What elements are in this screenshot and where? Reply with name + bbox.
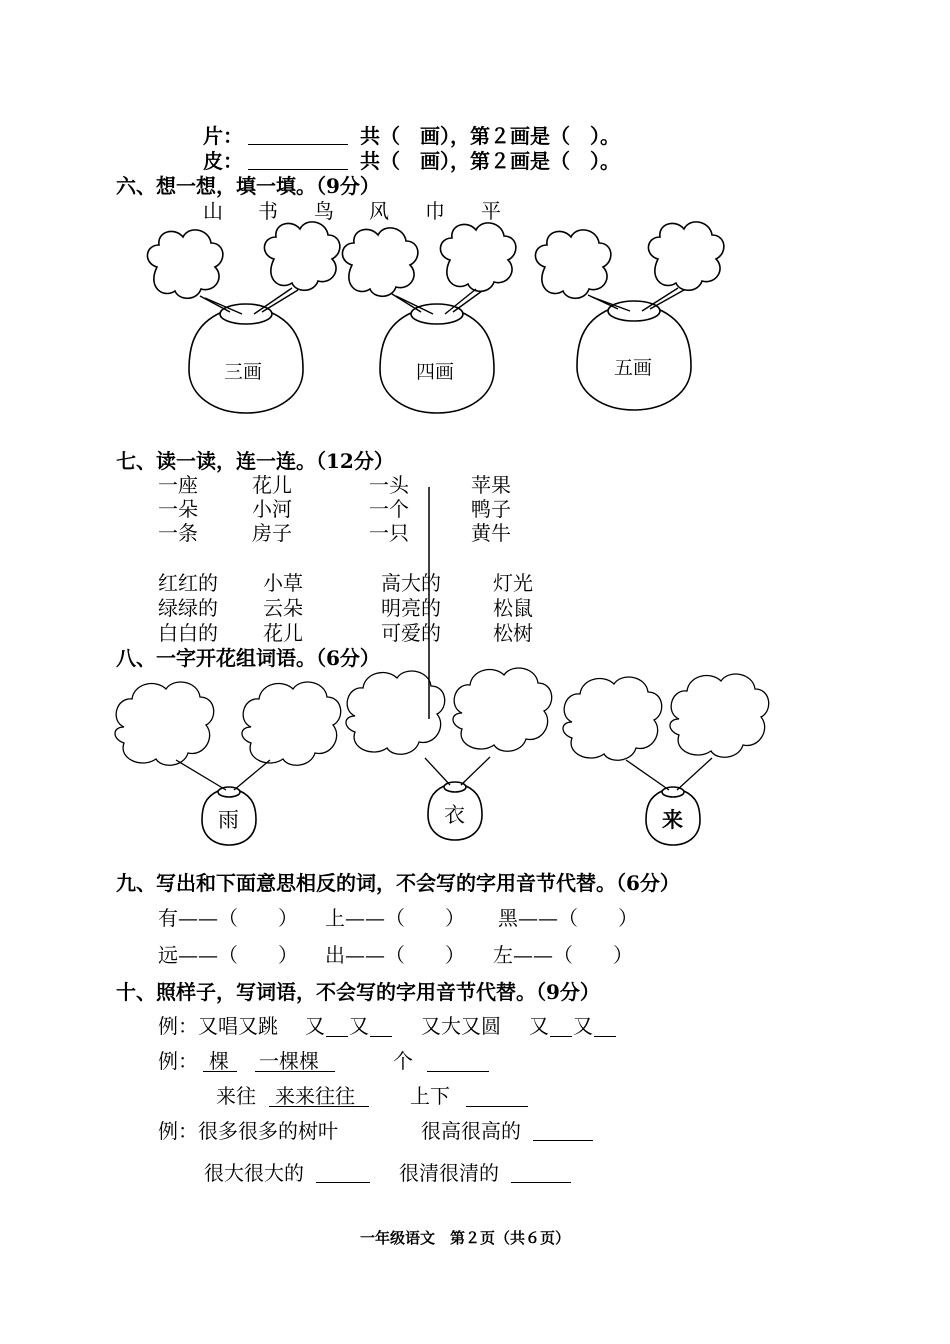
s7-word: 苹果 (471, 473, 511, 497)
s8-jar-char: 来 (662, 808, 683, 832)
example-underline (269, 1106, 369, 1107)
s9-item: 出——（ ） (325, 943, 465, 967)
section-7-title: 七、读一读，连一连。（12分） (116, 449, 394, 473)
s9-item: 有——（ ） (158, 906, 298, 930)
answer-blank[interactable] (511, 1182, 571, 1183)
answer-blank[interactable] (594, 1036, 616, 1037)
s10-char: 又 (305, 1014, 325, 1038)
s7-word: 小草 (263, 571, 303, 595)
s10-char: 又 (573, 1014, 593, 1038)
s9-item: 远——（ ） (158, 943, 298, 967)
s10-question: 很清很清的 (399, 1161, 499, 1185)
s7-word: 一朵 (158, 497, 198, 521)
example-underline (203, 1071, 237, 1072)
answer-blank[interactable] (427, 1071, 489, 1072)
s9-item: 上——（ ） (325, 906, 465, 930)
section-6-title: 六、想一想，填一填。（9分） (116, 174, 380, 198)
s9-item: 黑——（ ） (498, 906, 638, 930)
s7-word: 一只 (369, 521, 409, 545)
answer-blank[interactable] (248, 169, 348, 170)
s6-jar-label: 三画 (224, 361, 263, 383)
s6-char: 平 (481, 199, 501, 223)
answer-blank[interactable] (370, 1036, 392, 1037)
s10-question: 很高很高的 (421, 1119, 521, 1143)
section-9-title: 九、写出和下面意思相反的词，不会写的字用音节代替。（6分） (116, 871, 680, 895)
s9-item: 左——（ ） (493, 943, 633, 967)
s10-char: 又 (349, 1014, 369, 1038)
s10-question: 个 (393, 1049, 413, 1073)
section-8-title: 八、一字开花组词语。（6分） (116, 646, 380, 670)
s7-word: 高大的 (381, 571, 441, 595)
s7-word: 黄牛 (471, 521, 511, 545)
s10-example-word: 棵 (209, 1049, 229, 1073)
page-footer: 一年级语文 第２页（共６页） (360, 1229, 571, 1247)
s8-cloud (670, 674, 769, 757)
s10-char: 又 (529, 1014, 549, 1038)
s7-word: 鸭子 (471, 497, 511, 521)
s10-example: 例：又唱又跳 (158, 1014, 278, 1038)
s6-cloud (147, 230, 222, 298)
s6-char: 鸟 (314, 199, 334, 223)
s6-char: 风 (369, 199, 389, 223)
answer-blank[interactable] (248, 144, 348, 145)
s8-jar-char: 雨 (218, 808, 239, 832)
s10-example: 例： (158, 1049, 198, 1073)
s8-cloud (115, 682, 214, 765)
s7-word: 可爱的 (381, 621, 441, 645)
example-underline (255, 1071, 335, 1072)
s7-word: 松鼠 (493, 596, 533, 620)
s6-char: 巾 (425, 199, 445, 223)
s6-char: 书 (258, 199, 278, 223)
s7-word: 一个 (369, 497, 409, 521)
s6-cloud (648, 222, 723, 290)
answer-blank[interactable] (466, 1106, 528, 1107)
s7-word: 小河 (252, 497, 292, 521)
s10-example-answer: 来来往往 (275, 1084, 355, 1108)
s7-word: 房子 (252, 521, 292, 545)
s6-jar-label: 五画 (614, 357, 653, 379)
stroke-line-char: 片： (203, 124, 243, 148)
s7-word: 花儿 (263, 621, 303, 645)
s10-question: 很大很大的 (204, 1161, 304, 1185)
s6-jar-label: 四画 (416, 361, 455, 383)
stroke-line-char: 皮： (203, 149, 243, 173)
answer-blank[interactable] (326, 1036, 348, 1037)
s7-word: 花儿 (252, 473, 292, 497)
s6-cloud (264, 222, 339, 290)
s7-word: 灯光 (493, 571, 533, 595)
s7-word: 绿绿的 (158, 596, 218, 620)
s10-question: 上下 (410, 1084, 450, 1108)
s7-word: 一条 (158, 521, 198, 545)
s8-cloud (242, 682, 341, 765)
section-10-title: 十、照样子，写词语，不会写的字用音节代替。（9分） (116, 980, 600, 1004)
s10-example: 又大又圆 (421, 1014, 501, 1038)
s8-cloud (563, 677, 662, 760)
s6-cloud (440, 223, 515, 291)
stroke-line-text: 共（ 画），第２画是（ ）。 (360, 124, 620, 148)
s7-word: 松树 (493, 621, 533, 645)
s10-example: 例：很多很多的树叶 (158, 1119, 338, 1143)
s7-word: 明亮的 (381, 596, 441, 620)
s8-cloud (346, 671, 445, 754)
answer-blank[interactable] (533, 1140, 593, 1141)
s7-word: 云朵 (263, 596, 303, 620)
s6-cloud (535, 230, 610, 298)
s7-word: 一头 (369, 473, 409, 497)
s8-cloud (453, 668, 552, 751)
s8-jar-char: 衣 (444, 803, 465, 827)
s7-word: 一座 (158, 473, 198, 497)
s6-cloud (342, 228, 417, 296)
answer-blank[interactable] (550, 1036, 572, 1037)
s10-example-word: 来往 (216, 1084, 256, 1108)
s10-example-answer: 一棵棵 (259, 1049, 319, 1073)
s7-word: 白白的 (158, 621, 218, 645)
answer-blank[interactable] (316, 1182, 370, 1183)
stroke-line-text: 共（ 画），第２画是（ ）。 (360, 149, 620, 173)
s7-word: 红红的 (158, 571, 218, 595)
s6-char: 山 (203, 199, 223, 223)
